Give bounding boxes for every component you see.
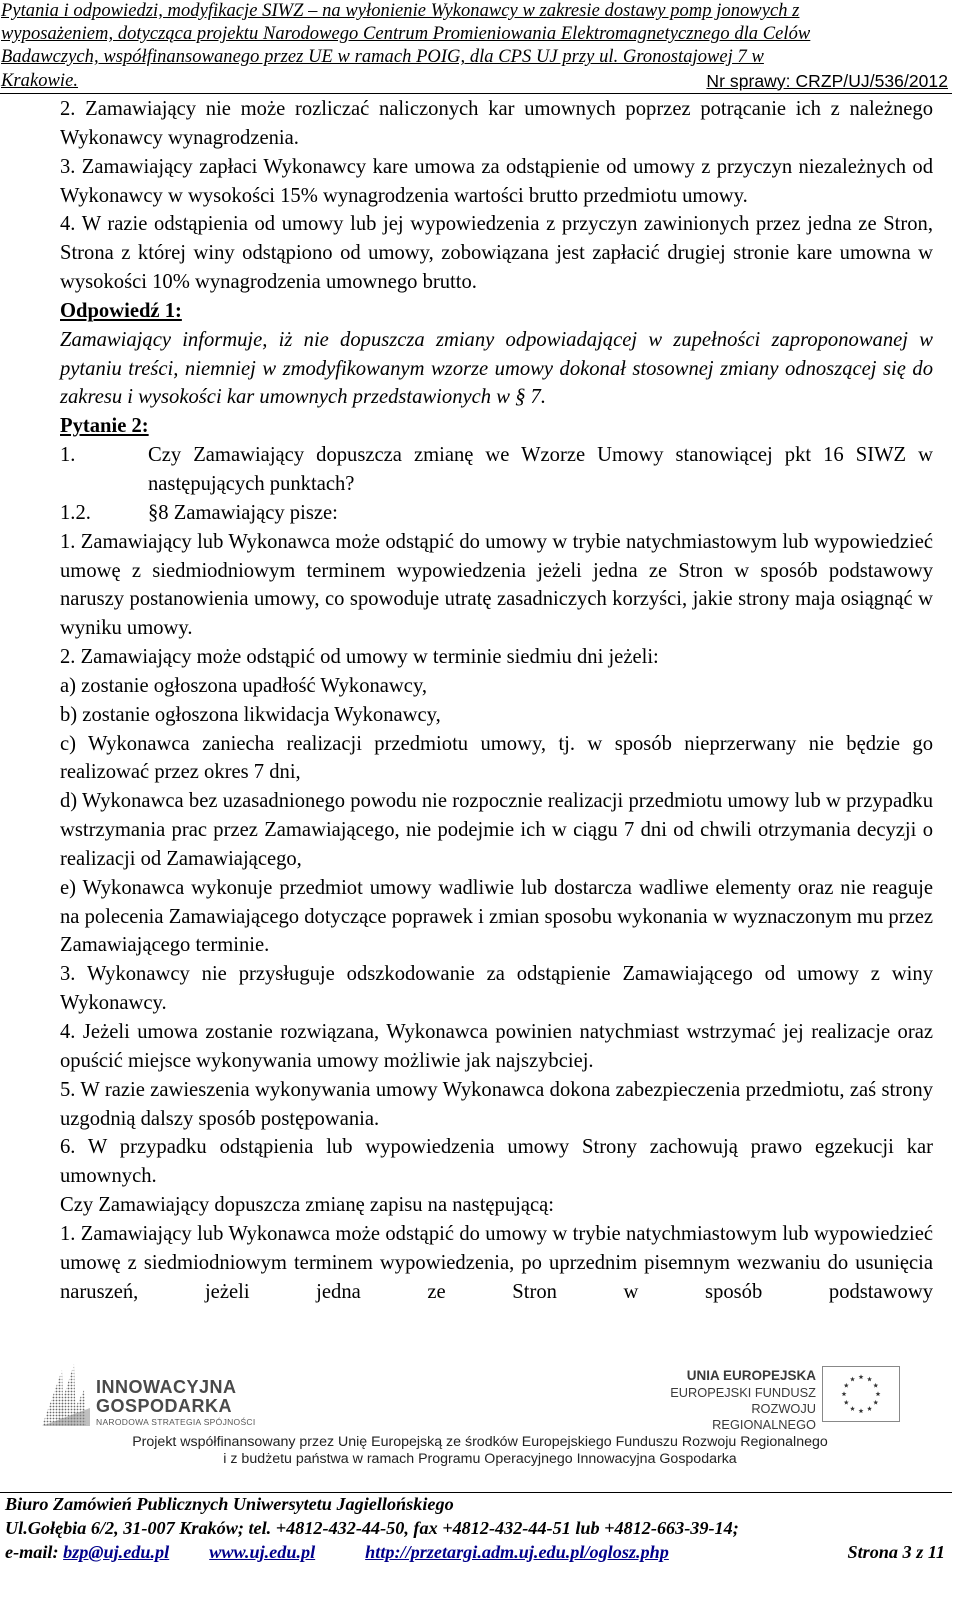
subsection-text: §8 Zamawiający pisze: [148,501,338,524]
eu-star-icon [842,1391,847,1396]
funding-line-1: Projekt współfinansowany przez Unię Europejską ze środków Europejskiego Funduszu Rozwoju Regionalnego [132,1434,828,1450]
eu-star-icon [876,1391,881,1396]
clause-4: 4. Jeżeli umowa zostanie rozwiązana, Wykonawca powinien natychmiast wstrzymać jej realizacje oraz opuścić miejsce wykonywania umowy możliwie jak najszybciej. [60,1021,933,1072]
eu-star-icon [850,1406,855,1411]
subsection-item [60,499,933,528]
eu-star-icon [873,1383,878,1388]
question-text: Czy Zamawiający dopuszcza zmianę we Wzorze Umowy stanowiącej pkt 16 SIWZ w następujących punktach? [148,444,933,495]
website-link[interactable]: www.uj.edu.pl [209,1541,316,1562]
eu-fund-logo [652,1366,912,1432]
header-line-2: wyposażeniem, dotycząca projektu Narodowego Centrum Promieniowania Elektromagnetycznego dla Celów [1,24,811,45]
tenders-link[interactable]: http://przetargi.adm.uj.edu.pl/oglosz.php [365,1541,669,1562]
page-number: Strona 3 z 11 [847,1541,945,1562]
document-body [60,95,933,1306]
question-item [60,441,933,499]
header-rule [0,93,952,94]
ig-title: INNOWACYJNA GOSPODARKA [96,1377,237,1416]
change-question: Czy Zamawiający dopuszcza zmianę zapisu na następującą: [60,1194,555,1217]
footer-address: Ul.Gołębia 6/2, 31-007 Kraków; tel. +4812-432-44-50, fax +4812-432-44-51 lub +4812-663-39-14; [5,1517,739,1538]
eu-star-icon [873,1400,878,1405]
eu-star-icon [867,1377,872,1382]
innowacyjna-gospodarka-logo [40,1360,280,1428]
header-line-1: Pytania i odpowiedzi, modyfikacje SIWZ – na wyłonienie Wykonawcy w zakresie dostawy pomp jonowych z [1,1,800,21]
clause-2b: b) zostanie ogłoszona likwidacja Wykonawcy, [60,703,441,726]
eu-star-icon [844,1400,849,1405]
footer-office: Biuro Zamówień Publicznych Uniwersytetu Jagiellońskiego [5,1494,454,1514]
header-line-3: Badawczych, współfinansowanego przez UE w ramach POIG, dla CPS UJ przy ul. Gronostajowej 7 w [1,47,764,68]
question-heading: Pytanie 2: [60,415,149,438]
ig-subtitle: NARODOWA STRATEGIA SPÓJNOŚCI [96,1417,256,1427]
paragraph-4: 4. W razie odstąpienia od umowy lub jej wypowiedzenia z przyczyn zawinionych przez jedna ze Stron, Strona z której winy odstąpiono od umowy, zobowiązana jest zapłacić drugiej stronie kare umowna w wysokości 10% wynagrodzenia umownego brutto. [60,213,933,294]
new-clause-1: 1. Zamawiający lub Wykonawca może odstąpić do umowy w trybie natychmiastowym lub wypowiedzieć umowę z siedmiodniowym terminem wypowiedzenia, po uprzednim pisemnym wezwaniu do usunięcia naruszeń, jeżeli jedna ze Stron w sposób podstawowy [60,1222,933,1303]
email-label: e-mail: [5,1541,59,1562]
header-line-4 [0,70,952,93]
clause-2d: d) Wykonawca bez uzasadnionego powodu nie rozpocznie realizacji przedmiotu umowy lub w przypadku wstrzymania prac przez Zamawiającego, nie podejmie ich w ciągu 7 dni od chwili otrzymania decyzji o realizacji od Zamawiającego, [60,790,933,870]
funding-line-2: i z budżetu państwa w ramach Programu Operacyjnego Innowacyjna Gospodarka [223,1451,737,1468]
clause-2a: a) zostanie ogłoszona upadłość Wykonawcy, [60,674,428,697]
clause-6: 6. W przypadku odstąpienia lub wypowiedzenia umowy Strony zachowują prawo egzekucji kar umownych. [60,1136,933,1188]
case-number: Nr sprawy: CRZP/UJ/536/2012 [706,70,948,91]
header-city: Krakowie. [1,70,79,91]
paragraph-2: 2. Zamawiający nie może rozliczać naliczonych kar umownych poprzez potrącanie ich z należnego Wykonawcy wynagrodzenia. [60,98,933,149]
ig-emblem-icon [40,1360,92,1428]
clause-5: 5. W razie zawieszenia wykonywania umowy Wykonawca dokona zabezpieczenia przedmiotu, zaś strony uzgodnią dalszy sposób postępowania. [60,1078,933,1130]
eu-star-icon [859,1408,864,1413]
eu-star-icon [844,1383,849,1388]
subsection-number: 1.2. [60,501,91,524]
clause-2c: c) Wykonawca zaniecha realizacji przedmiotu umowy, tj. w sposób nieprzerwany nie będzie go realizować przez okres 7 dni, [60,732,933,784]
answer-text: Zamawiający informuje, iż nie dopuszcza zmiany odpowiadającej w zupełności zaproponowanej w pytaniu treści, niemniej w zmodyfikowanym wzorze umowy dokonał stosownej zmiany odnoszącej się do zakresu i wysokości kar umownych przedstawionych w § 7. [60,328,933,409]
eu-flag-icon [822,1366,900,1422]
logo-band [40,1358,920,1438]
funding-note [0,1434,960,1468]
eu-text: UNIA EUROPEJSKA EUROPEJSKI FUNDUSZ ROZWOJU REGIONALNEGO [670,1368,816,1432]
eu-star-icon [859,1374,864,1379]
page-header [0,0,952,93]
clause-1: 1. Zamawiający lub Wykonawca może odstąpić do umowy w trybie natychmiastowym lub wypowiedzieć umowę z siedmiodniowym terminem wypowiedzenia jeżeli jedna ze Stron w sposób podstawowy naruszy postanowienia umowy, co spowoduje utratę zasadniczych korzyści, jakie strony maja osiągnąć w wyniku umowy. [60,530,933,640]
eu-star-icon [850,1377,855,1382]
paragraph-3: 3. Zamawiający zapłaci Wykonawcy kare umowa za odstąpienie od umowy z przyczyn niezależnych od Wykonawcy w wysokości 15% wynagrodzenia wartości brutto przedmiotu umowy. [60,155,933,207]
page-footer [5,1493,945,1564]
clause-3: 3. Wykonawcy nie przysługuje odszkodowanie za odstąpienie Zamawiającego od umowy z winy Wykonawcy. [60,963,933,1015]
question-number: 1. [60,444,76,467]
answer-heading: Odpowiedź 1: [60,299,182,322]
eu-star-icon [867,1406,872,1411]
clause-2e: e) Wykonawca wykonuje przedmiot umowy wadliwie lub dostarcza wadliwe elementy oraz nie reaguje na polecenia Zamawiającego dotyczące poprawek i zmian sposobu wykonania w wyznaczonym mu przez Zamawiającego terminie. [60,876,933,957]
clause-2: 2. Zamawiający może odstąpić od umowy w terminie siedmiu dni jeżeli: [60,646,659,669]
footer-contacts [5,1541,945,1565]
email-link[interactable]: bzp@uj.edu.pl [63,1541,170,1562]
